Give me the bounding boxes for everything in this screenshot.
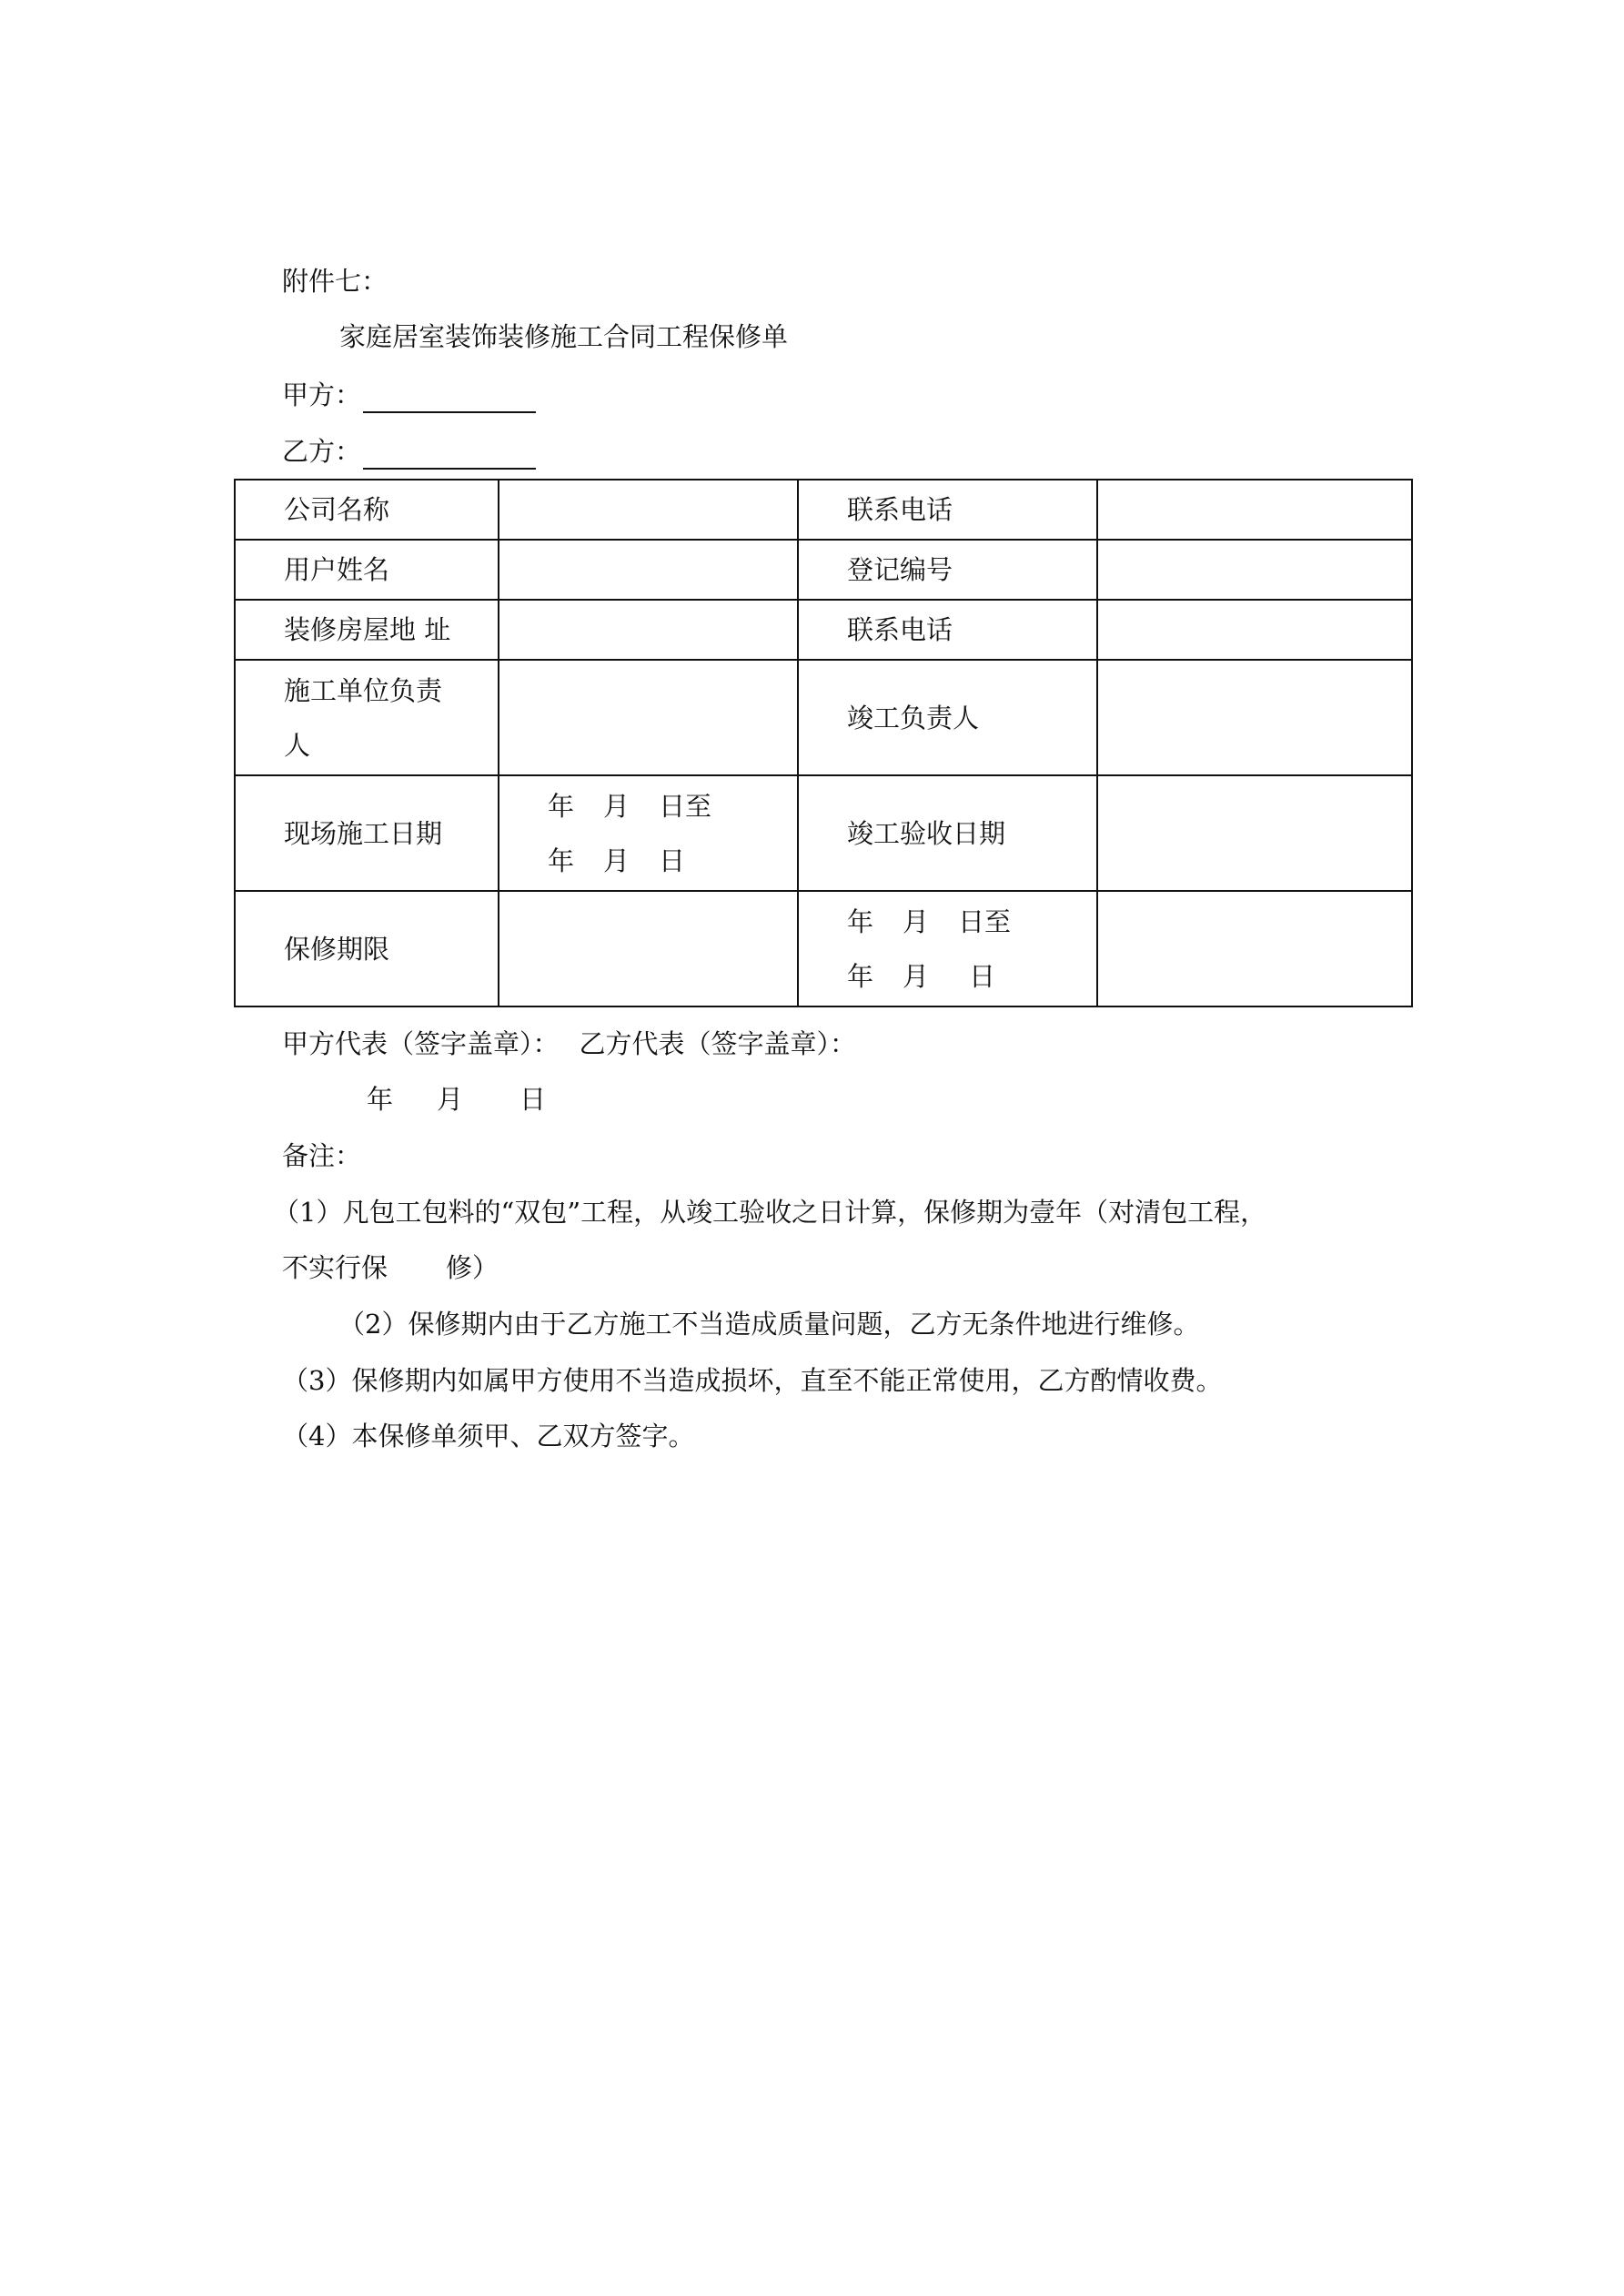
year-label: 年	[847, 960, 874, 992]
party-b-rep-label: 乙方代表（签字盖章）：	[579, 1028, 857, 1059]
date-line	[847, 949, 1096, 1004]
party-a-input[interactable]	[363, 384, 536, 413]
house-address-label: 装修房屋地 址	[235, 600, 499, 660]
contact-phone-cell[interactable]	[1097, 480, 1412, 540]
warranty-period-label: 保修期限	[235, 891, 499, 1006]
registration-number-label: 登记编号	[798, 540, 1097, 600]
note-item-1: （1）凡包工包料的“双包”工程，从竣工验收之日计算，保修期为壹年（对清包工程，	[273, 1197, 1267, 1228]
warranty-table	[234, 479, 1413, 1007]
signature-date	[367, 1081, 546, 1118]
note-item-4: （4）本保修单须甲、乙双方签字。	[282, 1421, 695, 1451]
party-b-label: 乙方：	[282, 436, 362, 467]
house-address-cell[interactable]	[499, 600, 798, 660]
construction-manager-label	[235, 660, 499, 775]
note-item-1-continued-b: 修）	[446, 1252, 499, 1283]
table-row	[235, 540, 1412, 600]
day-label: 日	[969, 960, 996, 992]
construction-manager-label-line2: 人	[284, 729, 311, 761]
month-label: 月	[903, 905, 930, 937]
day-label: 日	[519, 1084, 547, 1115]
year-label: 年	[367, 1084, 394, 1115]
year-label: 年	[847, 905, 874, 937]
user-name-label: 用户姓名	[235, 540, 499, 600]
party-a-rep-label: 甲方代表（签字盖章）：	[282, 1028, 560, 1059]
table-row	[235, 775, 1412, 891]
user-name-cell[interactable]	[499, 540, 798, 600]
company-name-cell[interactable]	[499, 480, 798, 540]
table-row	[235, 600, 1412, 660]
day-label: 日至	[659, 790, 712, 822]
attachment-label: 附件七：	[282, 266, 388, 297]
note-item-2: （2）保修期内由于乙方施工不当造成质量问题，乙方无条件地进行维修。	[338, 1309, 1200, 1340]
site-construction-date-label: 现场施工日期	[235, 775, 499, 891]
note-item-1-continued-a: 不实行保	[282, 1252, 388, 1283]
completion-acceptance-date-label: 竣工验收日期	[798, 775, 1097, 891]
notes-label: 备注：	[282, 1140, 362, 1171]
contact-phone-2-cell[interactable]	[1097, 600, 1412, 660]
page-title: 家庭居室装饰装修施工合同工程保修单	[339, 321, 789, 352]
construction-manager-cell[interactable]	[499, 660, 798, 775]
table-row	[235, 480, 1412, 540]
completion-manager-cell[interactable]	[1097, 660, 1412, 775]
construction-manager-label-line1: 施工单位负责	[284, 674, 443, 706]
day-label: 日	[659, 845, 686, 876]
party-a-label: 甲方：	[282, 379, 362, 410]
month-label: 月	[603, 845, 630, 876]
warranty-period-dates-cell[interactable]	[798, 891, 1097, 1006]
year-label: 年	[548, 790, 575, 822]
note-item-3: （3）保修期内如属甲方使用不当造成损坏，直至不能正常使用，乙方酌情收费。	[282, 1365, 1223, 1396]
company-name-label: 公司名称	[235, 480, 499, 540]
contact-phone-2-label: 联系电话	[798, 600, 1097, 660]
completion-acceptance-date-cell[interactable]	[1097, 775, 1412, 891]
date-line	[548, 779, 797, 834]
date-line	[548, 834, 797, 888]
month-label: 月	[903, 960, 930, 992]
party-b-input[interactable]	[363, 440, 536, 470]
party-a-line	[282, 377, 536, 413]
registration-number-cell[interactable]	[1097, 540, 1412, 600]
warranty-period-cell[interactable]	[499, 891, 798, 1006]
table-row	[235, 660, 1412, 775]
table-row	[235, 891, 1412, 1006]
completion-manager-label: 竣工负责人	[798, 660, 1097, 775]
note-item-1-continued	[282, 1249, 499, 1286]
month-label: 月	[603, 790, 630, 822]
date-line	[847, 895, 1096, 949]
contact-phone-label: 联系电话	[798, 480, 1097, 540]
party-b-line	[282, 433, 536, 470]
site-construction-date-cell[interactable]	[499, 775, 798, 891]
year-label: 年	[548, 845, 575, 876]
day-label: 日至	[958, 905, 1012, 937]
warranty-period-extra-cell[interactable]	[1097, 891, 1412, 1006]
signature-line	[282, 1026, 856, 1062]
month-label: 月	[437, 1084, 464, 1115]
